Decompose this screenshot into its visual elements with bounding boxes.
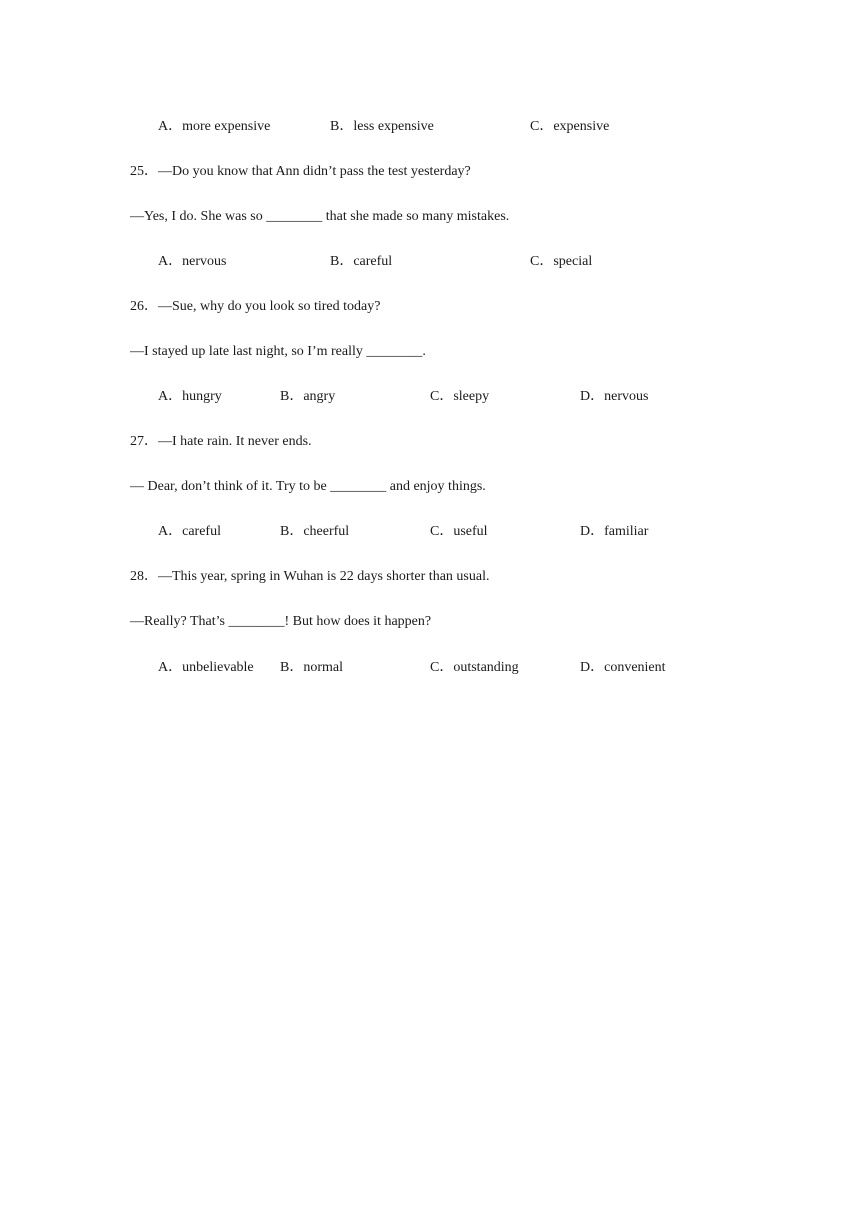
option-d: D．convenient <box>580 660 666 675</box>
q28-options <box>158 658 778 678</box>
option-c: C．sleepy <box>430 389 490 404</box>
option-c: C．special <box>530 254 593 269</box>
option-c: C．useful <box>430 524 488 539</box>
q28-question: 28．—This year, spring in Wuhan is 22 days shorter than usual. <box>130 569 490 584</box>
option-a: A．unbelievable <box>158 660 254 675</box>
q26-reply: —I stayed up late last night, so I’m really ________. <box>130 344 426 359</box>
q25-options <box>158 252 778 272</box>
option-d: D．nervous <box>580 389 649 404</box>
option-b: B．angry <box>280 389 336 404</box>
option-c: C．outstanding <box>430 660 519 675</box>
option-b: B．careful <box>330 254 393 269</box>
q25-reply: —Yes, I do. She was so ________ that she made so many mistakes. <box>130 209 510 224</box>
option-a: A．hungry <box>158 389 222 404</box>
q27-question: 27．—I hate rain. It never ends. <box>130 434 312 449</box>
option-a: A．careful <box>158 524 221 539</box>
q25-question: 25．—Do you know that Ann didn’t pass the test yesterday? <box>130 164 471 179</box>
option-d: D．familiar <box>580 524 649 539</box>
q26-question: 26．—Sue, why do you look so tired today? <box>130 299 381 314</box>
option-b: B．normal <box>280 660 343 675</box>
option-a: A．nervous <box>158 254 227 269</box>
prev-question-options <box>158 117 778 137</box>
q27-options <box>158 522 778 542</box>
q26-options <box>158 387 778 407</box>
option-b: B．less expensive <box>330 119 434 134</box>
option-c: C．expensive <box>530 119 610 134</box>
option-b: B．cheerful <box>280 524 350 539</box>
q28-reply: —Really? That’s ________! But how does it happen? <box>130 614 432 629</box>
option-a: A．more expensive <box>158 119 271 134</box>
q27-reply: — Dear, don’t think of it. Try to be ________ and enjoy things. <box>130 479 486 494</box>
